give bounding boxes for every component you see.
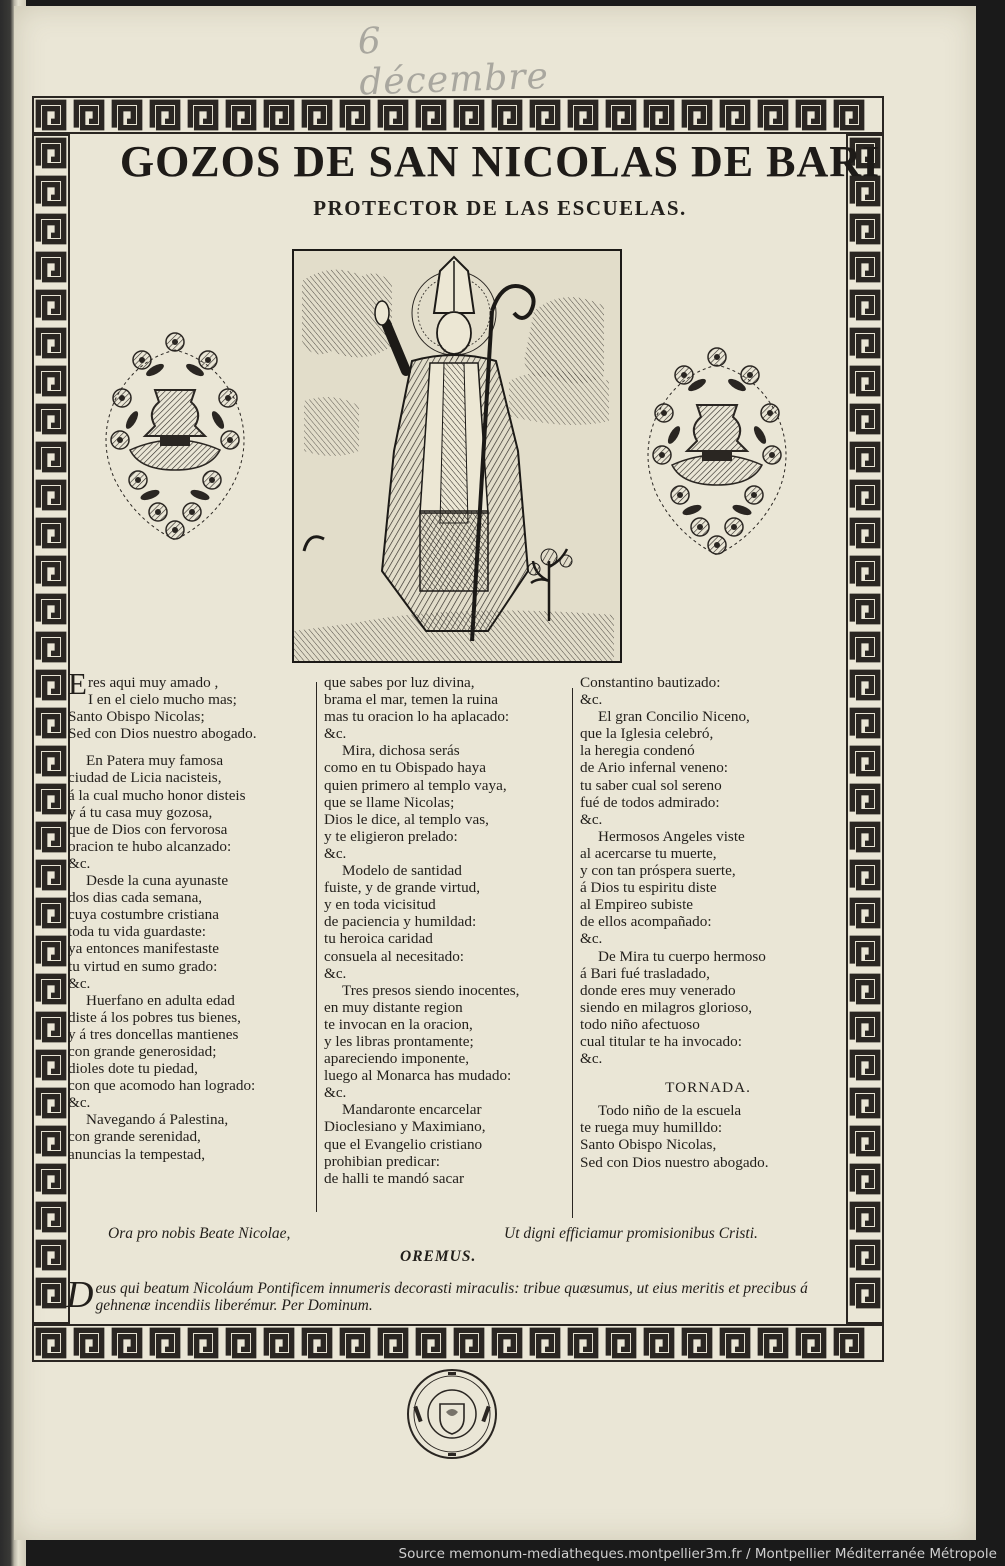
verse-line: [68, 787, 308, 804]
verse-line: [324, 879, 564, 896]
verse-line-text: tu heroica caridad: [324, 930, 433, 948]
verse-line-text: &c.: [324, 1084, 347, 1102]
verse-line: [68, 838, 308, 855]
verse-line: [68, 889, 308, 906]
verse-line-text: &c.: [580, 930, 603, 948]
verse-line: [324, 862, 564, 879]
verse-line-text: cual titular te ha invocado:: [580, 1032, 742, 1050]
verse-line-text: que se llame Nicolas;: [324, 793, 455, 811]
verse-line: [580, 811, 836, 828]
verse-line-text: tu saber cual sol sereno: [580, 776, 722, 794]
verse-line: [580, 1154, 836, 1171]
verse-line-text: al acercarse tu muerte,: [580, 844, 717, 862]
verse-line: [580, 879, 836, 896]
verse-line-text: de Ario infernal veneno:: [580, 759, 729, 777]
verse-line-text: con grande serenidad,: [68, 1128, 201, 1146]
verse-line-text: &c.: [324, 725, 347, 743]
verse-line-text: Mandaronte encarcelar: [342, 1101, 482, 1119]
verse-line-text: y á tu casa muy gozosa,: [68, 803, 213, 821]
verse-line-text: de paciencia y humildad:: [324, 913, 477, 931]
verse-line: [68, 1094, 308, 1111]
verse-line-text: anuncias la tempestad,: [68, 1145, 206, 1163]
verse-line: [580, 1136, 836, 1153]
verse-line-text: te ruega muy humilldo:: [580, 1119, 723, 1137]
verse-line-text: TORNADA.: [665, 1079, 751, 1097]
verse-line-text: consuela al necesitado:: [324, 947, 465, 965]
flower-vase-ornament-left: [100, 320, 250, 555]
verse-line: [580, 1033, 836, 1050]
greek-key-border-bottom: [32, 1324, 884, 1362]
verse-line: [68, 1111, 308, 1128]
verse-line-text: Hermosos Angeles viste: [598, 827, 745, 845]
verse-line-text: &c.: [68, 1094, 91, 1112]
closing-prayer: [66, 1274, 822, 1316]
verse-line: [324, 1067, 564, 1084]
verse-line: [324, 982, 564, 999]
verse-line: [68, 1128, 308, 1145]
verse-line: [324, 965, 564, 982]
verse-line-text: mas tu oracion lo ha aplacado:: [324, 708, 510, 726]
verse-line: [324, 948, 564, 965]
verse-line: [580, 794, 836, 811]
verse-line-text: Todo niño de la escuela: [598, 1102, 742, 1120]
verse-line-text: de ellos acompañado:: [580, 913, 712, 931]
verse-line-text: te invocan en la oracion,: [324, 1015, 473, 1033]
verse-line: [68, 1043, 308, 1060]
verse-line-text: á Bari fué trasladado,: [580, 964, 710, 982]
verse-line-text: fuiste, y de grande virtud,: [324, 879, 481, 897]
prayer-text: eus qui beatum Nicoláum Pontificem innumeris decorasti miraculis: tribue quæsumus, ut eius meritis et precibus á gehnenæ incendiis liberémur. Per Dominum.: [95, 1280, 808, 1314]
verse-line: [324, 896, 564, 913]
verse-line-text: tu virtud en sumo grado:: [68, 957, 218, 975]
document-title: GOZOS DE SAN NICOLAS DE BARI: [119, 137, 881, 186]
verse-line-text: que el Evangelio cristiano: [324, 1135, 483, 1153]
verse-line: [580, 913, 836, 930]
verse-line-text: &c.: [324, 844, 347, 862]
greek-key-border-top: [32, 96, 884, 134]
verse-line-text: y con tan próspera suerte,: [580, 862, 736, 880]
verse-line-text: Modelo de santidad: [342, 862, 462, 880]
verse-line: [68, 1026, 308, 1043]
verse-line: [324, 691, 564, 708]
verse-line-text: Navegando á Palestina,: [86, 1111, 229, 1129]
verse-line-text: fué de todos admirado:: [580, 793, 720, 811]
verse-line: [324, 930, 564, 947]
verse-line: [68, 855, 308, 872]
source-credit: Source memonum-mediatheques.montpellier3m.fr / Montpellier Méditerranée Métropole: [398, 1546, 997, 1562]
verse-line-text: brama el mar, temen la ruina: [324, 691, 498, 709]
verse-line: [324, 1170, 564, 1187]
verse-line: [580, 674, 836, 691]
saint-nicholas-woodcut: [292, 249, 622, 663]
ora-pro-nobis: Ora pro nobis Beate Nicolae,: [108, 1225, 291, 1242]
verse-line-text: y les libras prontamente;: [324, 1032, 474, 1050]
verse-line: [68, 1060, 308, 1077]
verse-line: [324, 1050, 564, 1067]
verse-line-text: al Empireo subiste: [580, 896, 694, 914]
verse-line-text: que sabes por luz divina,: [324, 674, 475, 691]
verse-line: [68, 1009, 308, 1026]
handwritten-note: 6 décembre: [357, 20, 550, 104]
verse-line: [324, 999, 564, 1016]
verse-line: [580, 759, 836, 776]
verse-line-text: &c.: [580, 691, 603, 709]
verse-line-text: á Dios tu espiritu diste: [580, 879, 717, 897]
verse-line-text: Mira, dichosa serás: [342, 742, 460, 760]
verse-line-text: Huerfano en adulta edad: [86, 991, 235, 1009]
verse-line: [580, 1119, 836, 1136]
verse-line: [68, 958, 308, 975]
verse-line: [68, 752, 308, 769]
verse-line: [324, 759, 564, 776]
greek-key-border-right: [846, 134, 884, 1324]
flower-vase-ornament-right: [642, 335, 792, 570]
verse-line-text: con que acomodo han logrado:: [68, 1077, 256, 1095]
verse-line-text: El gran Concilio Niceno,: [598, 708, 750, 726]
verse-line-text: y en toda vicisitud: [324, 896, 436, 914]
verse-line: [580, 999, 836, 1016]
verse-line-text: &c.: [68, 854, 91, 872]
verse-line: [68, 742, 308, 752]
verse-line: [68, 872, 308, 889]
verse-line-text: prohibian predicar:: [324, 1152, 440, 1170]
verse-line: [324, 913, 564, 930]
verse-line: [324, 1101, 564, 1118]
verse-line: [324, 708, 564, 725]
verse-line: [68, 940, 308, 957]
verse-line: [580, 1016, 836, 1033]
verse-line: [324, 777, 564, 794]
verse-line: [580, 982, 836, 999]
verse-line-text: Tres presos siendo inocentes,: [342, 981, 520, 999]
verse-line-text: y á tres doncellas mantienes: [68, 1025, 239, 1043]
verse-line: [68, 725, 308, 742]
verse-line: [324, 725, 564, 742]
verse-line: [580, 725, 836, 742]
prayer-drop-cap: D: [66, 1274, 94, 1316]
saint-figure-illustration: [294, 251, 620, 661]
verse-line-text: Dioclesiano y Maximiano,: [324, 1118, 486, 1136]
verse-line: [68, 708, 308, 725]
verse-line: [580, 828, 836, 845]
verse-line: [324, 1033, 564, 1050]
ut-digni-line: Ut digni efficiamur promisionibus Cristi.: [504, 1225, 758, 1242]
verse-line: [68, 1146, 308, 1163]
verse-line: [68, 821, 308, 838]
verse-line-text: de halli te mandó sacar: [324, 1169, 465, 1187]
verse-line-text: &c.: [68, 974, 91, 992]
document-subtitle: PROTECTOR DE LAS ESCUELAS.: [313, 196, 687, 220]
verse-line: [324, 742, 564, 759]
verse-line-text: en muy distante region: [324, 998, 463, 1016]
verse-line: [580, 845, 836, 862]
verse-line: [580, 691, 836, 708]
verse-line: [580, 708, 836, 725]
verse-line: [324, 794, 564, 811]
verse-line-text: apareciendo imponente,: [324, 1050, 470, 1068]
verse-line: [324, 1118, 564, 1135]
verse-line-text: á la cual mucho honor disteis: [68, 786, 246, 804]
verse-line: [580, 742, 836, 759]
verse-line-text: &c.: [580, 1050, 603, 1068]
verse-line-text: Constantino bautizado:: [580, 674, 721, 691]
verse-line: [580, 965, 836, 982]
column-divider-2: [572, 688, 573, 1218]
verse-line: [68, 923, 308, 940]
oremus-heading: OREMUS.: [400, 1248, 477, 1265]
verse-line-text: siendo en milagros glorioso,: [580, 998, 753, 1016]
verse-line-text: como en tu Obispado haya: [324, 759, 486, 777]
verse-line-text: Santo Obispo Nicolas,: [580, 1136, 717, 1154]
verse-line: [68, 1077, 308, 1094]
verse-line-text: ya entonces manifestaste: [68, 940, 219, 958]
verse-line-text: la heregia condenó: [580, 742, 695, 760]
verse-line: [68, 975, 308, 992]
verse-line-text: ciudad de Licia nacisteis,: [68, 769, 222, 787]
verse-line: [324, 845, 564, 862]
verse-line-text: Sed con Dios nuestro abogado.: [68, 725, 257, 743]
verse-line: [68, 992, 308, 1009]
verse-line: [580, 862, 836, 879]
verse-drop-cap: E: [68, 666, 87, 701]
verse-line-text: quien primero al templo vaya,: [324, 776, 507, 794]
verse-line: [324, 811, 564, 828]
verse-line-text: luego al Monarca has mudado:: [324, 1067, 512, 1085]
verse-line-text: con grande generosidad;: [68, 1042, 217, 1060]
verse-line-text: que de Dios con fervorosa: [68, 820, 228, 838]
verse-line: [580, 1079, 836, 1096]
verse-column-3: [580, 674, 836, 1171]
verse-line: [580, 1050, 836, 1067]
verse-line-text: toda tu vida guardaste:: [68, 923, 206, 941]
verse-line-text: dioles dote tu piedad,: [68, 1060, 198, 1078]
verse-line-text: res aqui muy amado ,: [87, 674, 219, 691]
verse-line-text: y te eligieron prelado:: [324, 827, 458, 845]
verse-line-text: Dios le dice, al templo vas,: [324, 810, 489, 828]
verse-line-text: Sed con Dios nuestro abogado.: [580, 1153, 769, 1171]
verse-column-1: [68, 666, 308, 1163]
verse-line-text: I en el cielo mucho mas;: [87, 691, 237, 709]
verse-line-text: Desde la cuna ayunaste: [86, 872, 229, 890]
verse-line-text: diste á los pobres tus bienes,: [68, 1008, 241, 1026]
verse-line: [68, 906, 308, 923]
greek-key-border-left: [32, 134, 70, 1324]
library-stamp-seal: [404, 1366, 500, 1462]
verse-line: [580, 777, 836, 794]
verse-line: [324, 828, 564, 845]
verse-line-text: &c.: [580, 810, 603, 828]
verse-line: [580, 896, 836, 913]
verse-line: [324, 1153, 564, 1170]
verse-line-text: cuya costumbre cristiana: [68, 906, 219, 924]
verse-line: [580, 1102, 836, 1119]
verse-line-text: &c.: [324, 964, 347, 982]
column-divider-1: [316, 682, 317, 1212]
verse-line-text: De Mira tu cuerpo hermoso: [598, 947, 766, 965]
verse-line-text: Santo Obispo Nicolas;: [68, 708, 205, 726]
verse-line: [324, 1016, 564, 1033]
verse-line: [580, 948, 836, 965]
verse-line: [324, 1136, 564, 1153]
verse-line-text: todo niño afectuoso: [580, 1015, 700, 1033]
verse-line: [324, 674, 564, 691]
verse-column-2: [324, 674, 564, 1187]
verse-line: [68, 691, 308, 708]
verse-line: [580, 930, 836, 947]
verse-line-text: dos dias cada semana,: [68, 889, 203, 907]
verse-line-text: que la Iglesia celebró,: [580, 725, 714, 743]
verse-line: [68, 769, 308, 786]
verse-line-text: donde eres muy venerado: [580, 981, 736, 999]
verse-line: [324, 1084, 564, 1101]
verse-line-text: oracion te hubo alcanzado:: [68, 837, 232, 855]
verse-line-text: En Patera muy famosa: [86, 752, 224, 770]
verse-line: [68, 804, 308, 821]
